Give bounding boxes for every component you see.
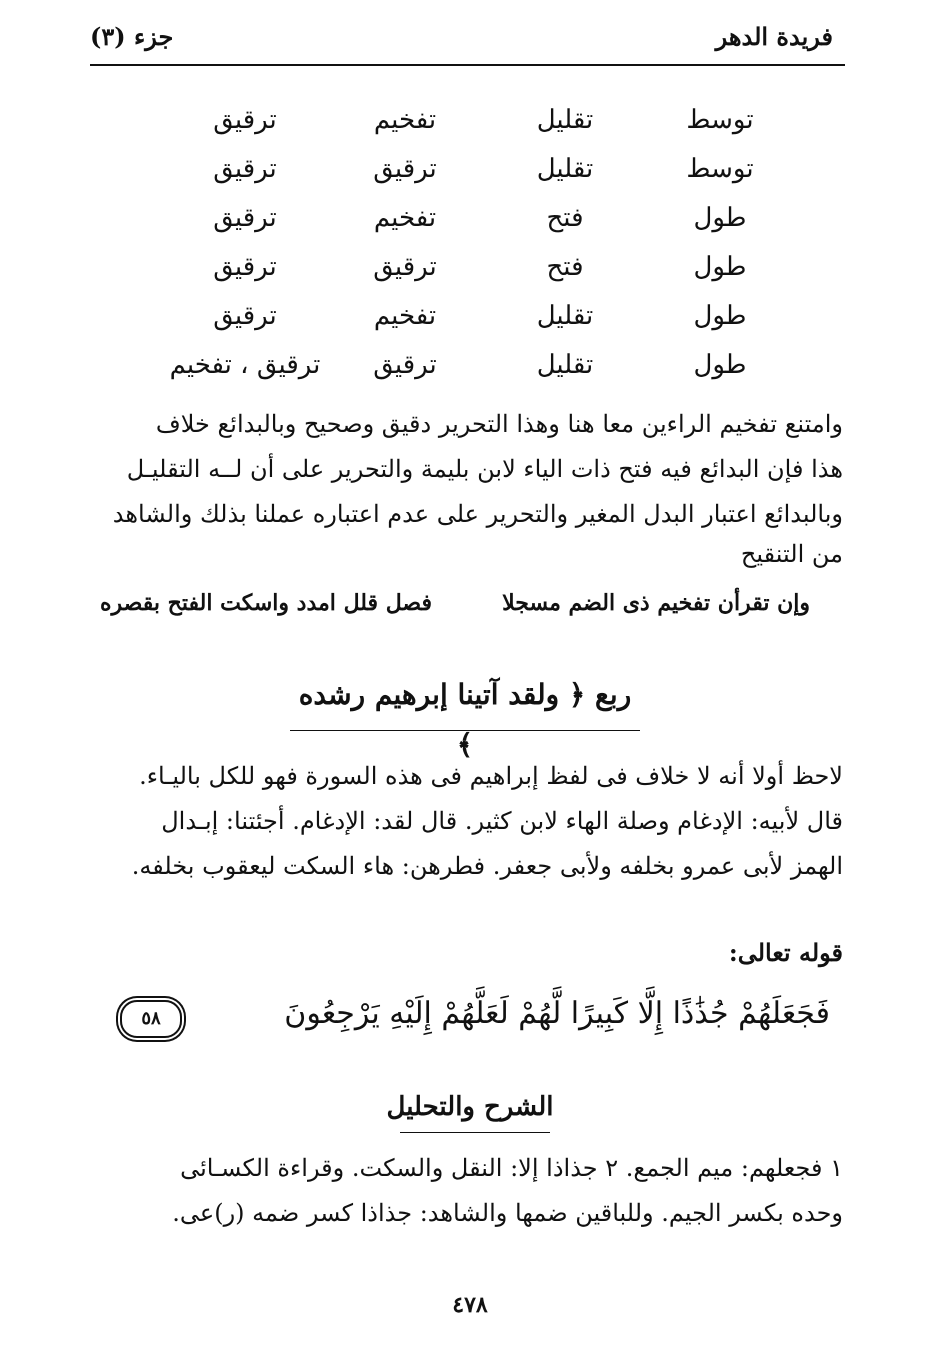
text-line: لاحظ أولا أنه لا خلاف فى لفظ إبراهيم فى هذه السورة فهو للكل باليـاء. [139, 762, 843, 790]
explanation-heading [380, 1092, 560, 1132]
commentary-paragraph [93, 402, 843, 571]
text-line: وحده بكسر الجيم. وللباقين ضمها والشاهد: جذاذا كسر ضمه (ر)عى. [172, 1199, 843, 1227]
table-row [150, 193, 780, 242]
table-row [150, 242, 780, 291]
text-line: هذا فإن البدائع فيه فتح ذات الياء لابن بليمة والتحرير على أن لــه التقليـل [126, 455, 843, 483]
page-header [90, 14, 845, 66]
table-cell: ترقيق [373, 251, 437, 282]
table-cell: تفخيم [373, 202, 437, 233]
text-line: من التنقيح [740, 540, 843, 568]
table-cell: طول [693, 349, 747, 380]
table-cell: تقليل [536, 300, 594, 331]
table-cell: توسط [686, 153, 754, 184]
text-line: وبالبدائع اعتبار البدل المغير والتحرير على عدم اعتباره عملنا بذلك والشاهد [112, 500, 843, 528]
notes-paragraph [93, 754, 843, 889]
section-heading: ربع ﴿ ولقد آتينا إبرهيم رشده ﴾ [290, 670, 640, 731]
table-cell: ترقيق [213, 104, 277, 135]
table-cell: ترقيق [373, 153, 437, 184]
table-row [150, 291, 780, 340]
table-cell: ترقيق [213, 251, 277, 282]
table-cell: تفخيم [373, 104, 437, 135]
verse-intro: قوله تعالى: [728, 938, 843, 967]
table-cell: تفخيم [373, 300, 437, 331]
poem-hemistich-second: فصل قلل امدد واسكت الفتح بقصره [100, 590, 432, 616]
verse-number-badge: ٥٨ [120, 1000, 182, 1038]
table-cell: طول [693, 251, 747, 282]
verse-text: فَجَعَلَهُمْ جُذَٰذًا إِلَّا كَبِيرًا لَّهُمْ لَعَلَّهُمْ إِلَيْهِ يَرْجِعُونَ [284, 996, 830, 1031]
table-cell: ترقيق [213, 202, 277, 233]
table-cell: طول [693, 300, 747, 331]
page-number: ٤٧٨ [452, 1292, 488, 1318]
table-cell: ترقيق [373, 349, 437, 380]
table-row [150, 95, 780, 144]
table-cell: تقليل [536, 349, 594, 380]
text-line: الهمز لأبى عمرو بخلفه ولأبى جعفر. فطرهن: هاء السكت ليعقوب بخلفه. [131, 852, 843, 880]
book-title: فريدة الدهر [715, 22, 833, 51]
quran-verse [110, 990, 830, 1050]
table-cell: توسط [686, 104, 754, 135]
table-cell: ترقيق ، تفخيم [169, 349, 321, 380]
explanation-heading-text: الشرح والتحليل [386, 1092, 554, 1122]
table-row [150, 340, 780, 389]
table-cell: فتح [546, 251, 584, 282]
explanation-paragraph [93, 1146, 843, 1236]
poem-verse [100, 582, 810, 627]
heading-underline [400, 1132, 550, 1133]
readings-table [150, 95, 780, 389]
table-cell: تقليل [536, 153, 594, 184]
text-line: ١ فجعلهم: ميم الجمع. ٢ جذاذا إلا: النقل والسكت. وقراءة الكسـائى [180, 1154, 843, 1182]
table-row [150, 144, 780, 193]
table-cell: ترقيق [213, 153, 277, 184]
table-cell: فتح [546, 202, 584, 233]
text-line: قال لأبيه: الإدغام وصلة الهاء لابن كثير. قال لقد: الإدغام. أجئتنا: إبـدال [161, 807, 843, 835]
poem-hemistich-first: وإن تقرأن تفخيم ذى الضم مسجلا [502, 590, 810, 616]
text-line: وامتنع تفخيم الراءين معا هنا وهذا التحرير دقيق وصحيح وبالبدائع خلاف [155, 410, 843, 438]
table-cell: طول [693, 202, 747, 233]
table-cell: تقليل [536, 104, 594, 135]
part-number: جزء (٣) [90, 22, 174, 51]
table-cell: ترقيق [213, 300, 277, 331]
